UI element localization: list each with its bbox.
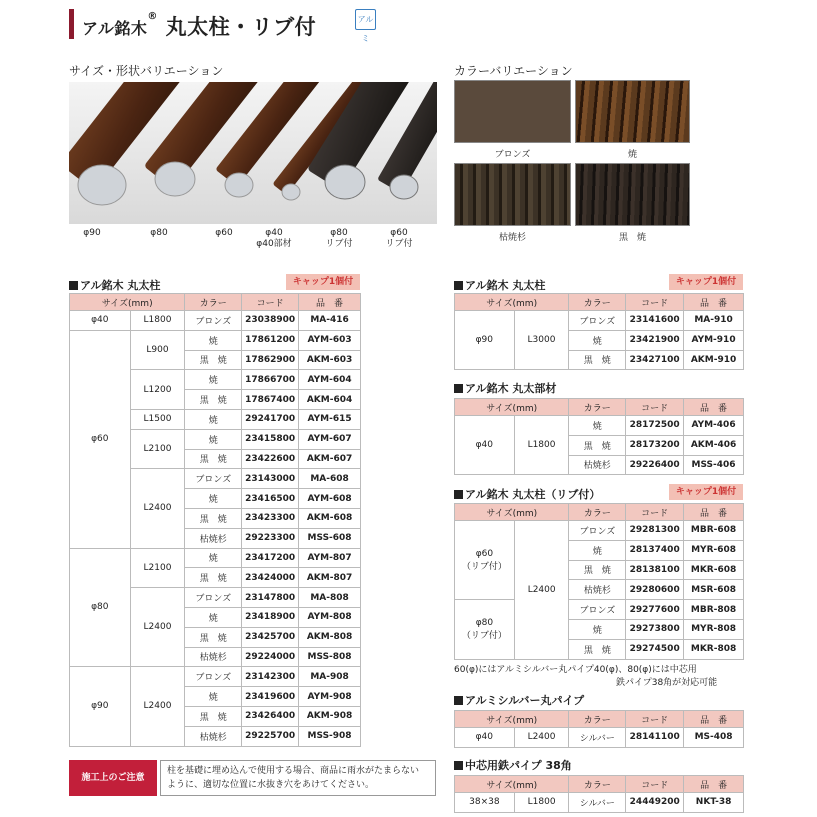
code-cell: 23419600 [242, 687, 299, 707]
code-cell: 29241700 [242, 409, 299, 429]
code-cell: 29226400 [626, 455, 684, 475]
part-number-cell: NKT-38 [684, 793, 744, 813]
table-row [455, 793, 744, 813]
code-cell: 29281300 [626, 521, 684, 541]
color-cell: ブロンズ [569, 521, 626, 541]
swatch-caption: 黒 焼 [618, 233, 646, 243]
code-cell: 23038900 [242, 311, 299, 331]
table-row [455, 311, 744, 331]
color-cell: ブロンズ [185, 469, 242, 489]
code-cell: 17861200 [242, 330, 299, 350]
part-number-cell: AKM-406 [684, 435, 744, 455]
color-cell: ブロンズ [569, 311, 626, 331]
pipe-caption: φ60 [215, 228, 233, 238]
title-accent-bar [69, 9, 74, 39]
part-number-cell: MSS-406 [684, 455, 744, 475]
length-cell: L2400 [514, 728, 569, 748]
code-cell: 28138100 [626, 560, 684, 580]
color-cell: 枯焼杉 [185, 726, 242, 746]
color-variation-label: カラーバリエーション [454, 64, 573, 78]
color-cell: 黒 焼 [185, 627, 242, 647]
color-cell: 焼 [185, 330, 242, 350]
table5-title: アルミシルバー丸パイプ [454, 692, 584, 708]
column-header: 品 番 [684, 504, 744, 521]
table2-title: アル銘木 丸太柱 [454, 277, 545, 293]
code-cell: 23417200 [242, 548, 299, 568]
code-cell: 23421900 [626, 330, 684, 350]
size-cell: φ40 [455, 728, 515, 748]
code-cell: 29280600 [626, 580, 684, 600]
length-cell: L2400 [514, 521, 569, 660]
length-cell: L2400 [130, 588, 185, 667]
compatibility-note: 60(φ)にはアルミシルバー丸パイプ40(φ)、80(φ)には中芯用 鉄パイプ38角が対応可能 [454, 665, 718, 688]
table-row [455, 416, 744, 436]
code-cell: 23422600 [242, 449, 299, 469]
swatch-kuroyaki [575, 163, 690, 226]
column-header: サイズ(mm) [455, 399, 569, 416]
code-cell: 29224000 [242, 647, 299, 667]
table-row [70, 548, 361, 568]
part-number-cell: AYM-910 [684, 330, 744, 350]
part-number-cell: MKR-608 [684, 560, 744, 580]
code-cell: 23424000 [242, 568, 299, 588]
cap-included-badge: キャップ1個付 [286, 274, 360, 290]
part-number-cell: AYM-604 [299, 370, 361, 390]
part-number-cell: AYM-406 [684, 416, 744, 436]
column-header: サイズ(mm) [455, 294, 569, 311]
part-number-cell: AKM-908 [299, 706, 361, 726]
color-cell: 黒 焼 [185, 350, 242, 370]
pipe-caption: φ80 [150, 228, 168, 238]
length-cell: L3000 [514, 311, 569, 370]
part-number-cell: MA-808 [299, 588, 361, 608]
table2 [454, 293, 744, 370]
swatch-yaki [575, 80, 690, 143]
size-variation-label: サイズ・形状バリエーション [69, 64, 224, 78]
color-cell: 焼 [569, 416, 626, 436]
code-cell: 28137400 [626, 540, 684, 560]
part-number-cell: AKM-604 [299, 390, 361, 410]
length-cell: L2400 [130, 667, 185, 746]
code-cell: 23415800 [242, 429, 299, 449]
header-color: カラー [185, 294, 242, 311]
aluminum-badge-icon: アルミ [355, 9, 376, 30]
table-row [70, 330, 361, 350]
length-cell: L1200 [130, 370, 185, 410]
pipe-caption: φ60 リブ付 [385, 228, 413, 249]
code-cell: 28141100 [626, 728, 684, 748]
part-number-cell: MKR-808 [684, 639, 744, 659]
table-row [70, 311, 361, 331]
table6-title: 中芯用鉄パイプ 38角 [454, 757, 572, 773]
color-cell: 黒 焼 [185, 390, 242, 410]
color-cell: ブロンズ [185, 667, 242, 687]
table4 [454, 503, 744, 660]
header-size: サイズ(mm) [70, 294, 185, 311]
swatch-caption: 枯焼杉 [498, 233, 526, 243]
part-number-cell: MA-608 [299, 469, 361, 489]
length-cell: L2400 [130, 469, 185, 548]
color-cell: 黒 焼 [185, 449, 242, 469]
color-cell: 枯焼杉 [185, 528, 242, 548]
part-number-cell: MYR-608 [684, 540, 744, 560]
column-header: コード [626, 294, 684, 311]
length-cell: L1800 [514, 793, 569, 813]
color-cell: シルバー [569, 728, 626, 748]
pipe-captions [69, 228, 437, 252]
code-cell: 28173200 [626, 435, 684, 455]
color-cell: 焼 [569, 330, 626, 350]
part-number-cell: AKM-910 [684, 350, 744, 370]
part-number-cell: AYM-607 [299, 429, 361, 449]
caution-label: 施工上のご注意 [69, 760, 157, 796]
code-cell: 29225700 [242, 726, 299, 746]
part-number-cell: AKM-607 [299, 449, 361, 469]
part-number-cell: MBR-808 [684, 600, 744, 620]
part-number-cell: MSS-808 [299, 647, 361, 667]
code-cell: 23143000 [242, 469, 299, 489]
color-cell: 枯焼杉 [569, 455, 626, 475]
column-header: カラー [569, 776, 626, 793]
column-header: コード [626, 711, 684, 728]
column-header: 品 番 [684, 711, 744, 728]
code-cell: 17867400 [242, 390, 299, 410]
code-cell: 28172500 [626, 416, 684, 436]
size-cell: φ90 [70, 667, 131, 746]
table3 [454, 398, 744, 475]
code-cell: 17866700 [242, 370, 299, 390]
pipe-caption: φ90 [83, 228, 101, 238]
length-cell: L2100 [130, 429, 185, 469]
column-header: コード [626, 504, 684, 521]
code-cell: 29274500 [626, 639, 684, 659]
length-cell: L2100 [130, 548, 185, 588]
column-header: サイズ(mm) [455, 504, 569, 521]
length-cell: L900 [130, 330, 185, 370]
color-cell: 黒 焼 [569, 560, 626, 580]
pipe-caption: φ40 φ40部材 [256, 228, 292, 249]
color-cell: 焼 [569, 540, 626, 560]
code-cell: 23142300 [242, 667, 299, 687]
part-number-cell: AYM-908 [299, 687, 361, 707]
size-cell: φ80 （リブ付） [455, 600, 515, 659]
part-number-cell: MYR-808 [684, 619, 744, 639]
code-cell: 23426400 [242, 706, 299, 726]
color-cell: 焼 [185, 607, 242, 627]
column-header: サイズ(mm) [455, 776, 569, 793]
column-header: カラー [569, 504, 626, 521]
color-cell: 焼 [185, 687, 242, 707]
code-cell: 23418900 [242, 607, 299, 627]
table1-title: アル銘木 丸太柱 [69, 277, 160, 293]
table4-title: アル銘木 丸太柱（リブ付） [454, 486, 600, 502]
size-cell: 38×38 [455, 793, 515, 813]
code-cell: 29223300 [242, 528, 299, 548]
code-cell: 29277600 [626, 600, 684, 620]
code-cell: 23147800 [242, 588, 299, 608]
swatch-caption: 焼 [627, 150, 637, 160]
part-number-cell: AKM-608 [299, 508, 361, 528]
table6 [454, 775, 744, 813]
swatch-caption: ブロンズ [494, 150, 531, 160]
table5 [454, 710, 744, 748]
column-header: コード [626, 776, 684, 793]
part-number-cell: AYM-608 [299, 489, 361, 509]
part-number-cell: AYM-807 [299, 548, 361, 568]
part-number-cell: AYM-603 [299, 330, 361, 350]
column-header: 品 番 [684, 776, 744, 793]
code-cell: 23427100 [626, 350, 684, 370]
part-number-cell: MA-910 [684, 311, 744, 331]
part-number-cell: MA-416 [299, 311, 361, 331]
code-cell: 23141600 [626, 311, 684, 331]
column-header: 品 番 [684, 294, 744, 311]
length-cell: L1800 [130, 311, 185, 331]
part-number-cell: AKM-807 [299, 568, 361, 588]
color-cell: 枯焼杉 [569, 580, 626, 600]
code-cell: 23425700 [242, 627, 299, 647]
table-row [455, 600, 744, 620]
column-header: カラー [569, 711, 626, 728]
color-cell: 焼 [569, 619, 626, 639]
size-cell: φ80 [70, 548, 131, 667]
color-cell: 黒 焼 [185, 568, 242, 588]
color-cell: 黒 焼 [185, 508, 242, 528]
color-cell: 枯焼杉 [185, 647, 242, 667]
header-code: コード [242, 294, 299, 311]
color-cell: 黒 焼 [569, 435, 626, 455]
code-cell: 24449200 [626, 793, 684, 813]
part-number-cell: MSS-608 [299, 528, 361, 548]
color-cell: 焼 [185, 409, 242, 429]
column-header: カラー [569, 399, 626, 416]
color-cell: 焼 [185, 548, 242, 568]
part-number-cell: MSR-608 [684, 580, 744, 600]
part-number-cell: MBR-608 [684, 521, 744, 541]
color-cell: ブロンズ [185, 588, 242, 608]
swatch-karesugi [454, 163, 571, 226]
code-cell: 29273800 [626, 619, 684, 639]
part-number-cell: AKM-603 [299, 350, 361, 370]
color-cell: シルバー [569, 793, 626, 813]
caution-text: 柱を基礎に埋め込んで使用する場合、商品に雨水がたまらない ように、適切な位置に水抜き穴をあけてください。 [160, 760, 436, 796]
size-cell: φ90 [455, 311, 515, 370]
swatch-bronze [454, 80, 571, 143]
table3-title: アル銘木 丸太部材 [454, 380, 556, 396]
table-row [455, 521, 744, 541]
color-cell: 焼 [185, 370, 242, 390]
cap-included-badge: キャップ1個付 [669, 484, 743, 500]
pipe-caption: φ80 リブ付 [325, 228, 353, 249]
color-cell: 焼 [185, 489, 242, 509]
table-row [70, 667, 361, 687]
color-cell: 黒 焼 [569, 639, 626, 659]
size-cell: φ40 [70, 311, 131, 331]
part-number-cell: MA-908 [299, 667, 361, 687]
color-cell: ブロンズ [185, 311, 242, 331]
part-number-cell: AKM-808 [299, 627, 361, 647]
column-header: コード [626, 399, 684, 416]
size-cell: φ60 （リブ付） [455, 521, 515, 600]
column-header: カラー [569, 294, 626, 311]
code-cell: 23416500 [242, 489, 299, 509]
size-cell: φ60 [70, 330, 131, 548]
part-number-cell: MS-408 [684, 728, 744, 748]
length-cell: L1500 [130, 409, 185, 429]
column-header: サイズ(mm) [455, 711, 569, 728]
code-cell: 17862900 [242, 350, 299, 370]
header-part: 品 番 [299, 294, 361, 311]
color-cell: ブロンズ [569, 600, 626, 620]
column-header: 品 番 [684, 399, 744, 416]
page-title: アル銘木® 丸太柱・リブ付 [82, 11, 317, 39]
pipe-variation-photo [69, 82, 437, 224]
part-number-cell: MSS-908 [299, 726, 361, 746]
code-cell: 23423300 [242, 508, 299, 528]
table1 [69, 293, 361, 747]
color-cell: 黒 焼 [569, 350, 626, 370]
part-number-cell: AYM-808 [299, 607, 361, 627]
part-number-cell: AYM-615 [299, 409, 361, 429]
color-cell: 焼 [185, 429, 242, 449]
table-row [455, 728, 744, 748]
color-cell: 黒 焼 [185, 706, 242, 726]
cap-included-badge: キャップ1個付 [669, 274, 743, 290]
size-cell: φ40 [455, 416, 515, 475]
length-cell: L1800 [514, 416, 569, 475]
